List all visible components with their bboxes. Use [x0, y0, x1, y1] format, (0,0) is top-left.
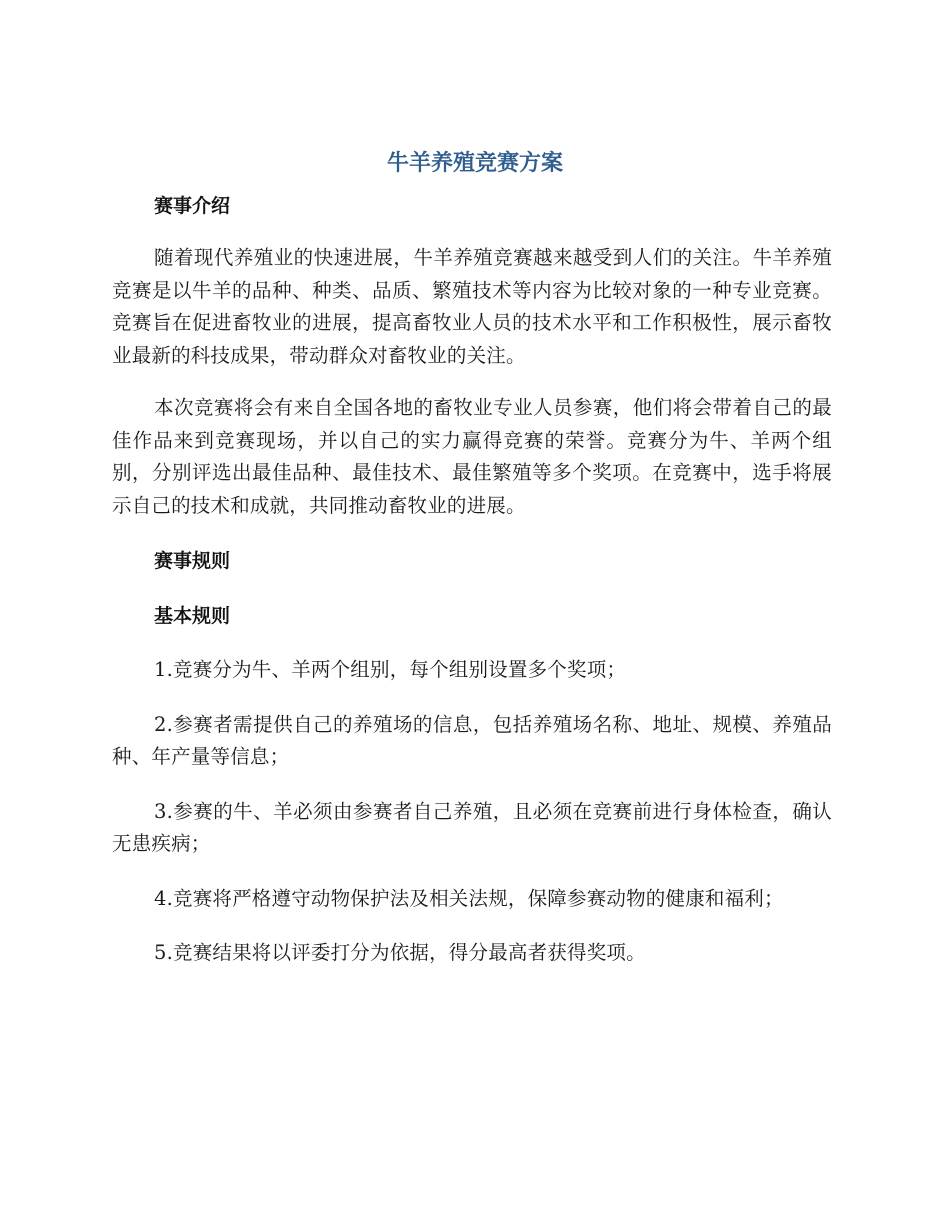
rule-item: 4.竞赛将严格遵守动物保护法及相关法规，保障参赛动物的健康和福利； [154, 886, 784, 910]
section-heading-rules: 赛事规则 [154, 550, 231, 572]
intro-paragraph: 本次竞赛将会有来自全国各地的畜牧业专业人员参赛，他们将会带着自己的最佳作品来到竞赛现场，并以自己的实力赢得竞赛的荣誉。竞赛分为牛、羊两个组别，分别评选出最佳品种、最佳技术、最佳繁殖等多个奖项。在竞赛中，选手将展示自己的技术和成就，共同推动畜牧业的进展。 [112, 396, 832, 517]
subsection-heading-basic-rules: 基本规则 [154, 605, 231, 627]
document-body [112, 190, 832, 970]
rule-item: 1.竞赛分为牛、羊两个组别，每个组别设置多个奖项； [154, 658, 627, 681]
section-heading-intro: 赛事介绍 [154, 195, 231, 217]
rule-item: 2.参赛者需提供自己的养殖场的信息，包括养殖场名称、地址、规模、养殖品种、年产量等信息； [112, 712, 832, 768]
document-title: 牛羊养殖竞赛方案 [386, 151, 563, 176]
rule-item: 3.参赛的牛、羊必须由参赛者自己养殖，且必须在竞赛前进行身体检查，确认无患疾病； [112, 799, 832, 855]
intro-paragraph: 随着现代养殖业的快速进展，牛羊养殖竞赛越来越受到人们的关注。牛羊养殖竞赛是以牛羊的品种、种类、品质、繁殖技术等内容为比较对象的一种专业竞赛。竞赛旨在促进畜牧业的进展，提高畜牧业人员的技术水平和工作积极性，展示畜牧业最新的科技成果，带动群众对畜牧业的关注。 [112, 246, 832, 367]
rule-item: 5.竞赛结果将以评委打分为依据，得分最高者获得奖项。 [154, 941, 646, 964]
